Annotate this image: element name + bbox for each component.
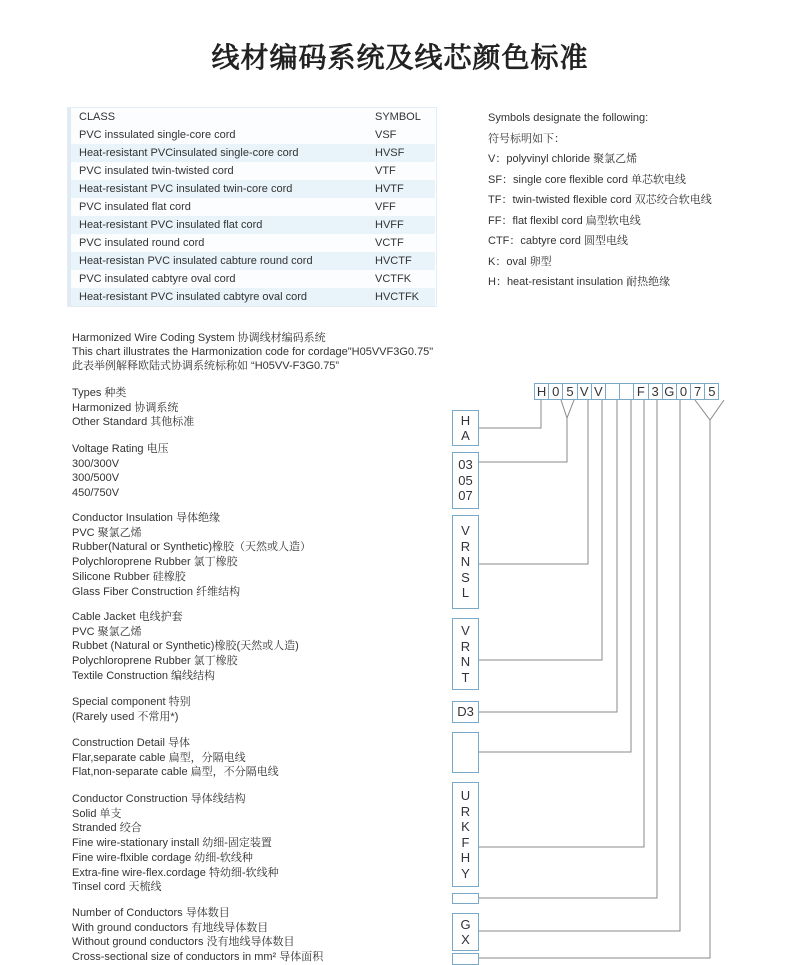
legend-line: SF：single core flexible cord 单芯软电线 (488, 173, 687, 186)
row-symbol: HVCTF (367, 252, 435, 270)
group-line: PVC 聚氯乙烯 (72, 526, 142, 539)
row-class: PVC insulated cabtyre oval cord (70, 270, 368, 288)
code-char: V (578, 384, 592, 399)
legend-line: CTF：cabtyre cord 圆型电线 (488, 235, 628, 247)
group-heading: Conductor Insulation 导体绝缘 (72, 512, 220, 524)
connector-line (478, 400, 680, 931)
code-char: 5 (563, 384, 577, 399)
connector-line (478, 400, 644, 847)
group-line: Cross-sectional size of conductors in mm² 导体面积 (72, 951, 324, 964)
legend-line: 符号标明如下： (488, 132, 565, 145)
group-line: PVC 聚氯乙烯 (72, 625, 142, 638)
connector-line (478, 400, 631, 752)
code-char: F (634, 384, 648, 399)
code-char: 0 (677, 384, 691, 399)
group-line: Without ground conductors 没有地线导体数目 (72, 936, 295, 949)
code-box-char: K (461, 819, 470, 834)
group-line: 300/300V (72, 457, 120, 470)
code-box-char: R (460, 538, 471, 554)
code-box-char: X (461, 932, 470, 947)
row-class: Heat-resistant PVC insulated twin-core cord (70, 180, 368, 198)
group-line: Glass Fiber Construction 纤维结构 (72, 585, 241, 598)
row-class: PVC inssulated single-core cord (70, 126, 368, 144)
group-heading: Number of Conductors 导体数目 (72, 907, 230, 919)
group-line: 450/750V (72, 487, 120, 500)
code-char (620, 384, 634, 399)
row-symbol: HVSF (367, 144, 435, 162)
code-char: H (535, 384, 549, 399)
row-symbol: VCTF (367, 234, 435, 252)
group-heading: Construction Detail 导体 (72, 737, 190, 749)
code-box-voltage (452, 452, 479, 509)
code-box-char: N (460, 554, 471, 570)
code-box-types (452, 410, 479, 446)
row-symbol: HVCTFK (367, 288, 435, 306)
code-box-char: S (461, 569, 470, 585)
group-line: Flat,non-separate cable 扁型，不分隔电线 (72, 766, 279, 779)
connector-line (478, 400, 588, 564)
code-box-insulation (452, 515, 479, 609)
legend-line: Symbols designate the following: (488, 112, 649, 124)
group-heading: Voltage Rating 电压 (72, 443, 169, 455)
connector-line (478, 400, 617, 712)
row-class: Heat-resistant PVCinsulated single-core cord (70, 144, 368, 162)
group-heading: Conductor Construction 导体线结构 (72, 793, 246, 805)
intro-line: Harmonized Wire Coding System 协调线材编码系统 (72, 332, 326, 344)
group-line: Flar,separate cable 扁型，分隔电线 (72, 751, 246, 764)
group-line: Solid 单支 (72, 807, 122, 820)
group-line: Stranded 绞合 (72, 822, 142, 835)
connector-line (478, 418, 567, 462)
group-line: Textile Construction 编线结构 (72, 669, 216, 682)
code-box-char: V (461, 523, 470, 539)
connector-line (695, 400, 724, 420)
group-line: Fine wire-stationary install 幼细-固定装置 (72, 837, 272, 850)
row-symbol: HVTF (367, 180, 435, 198)
code-char: 7 (691, 384, 705, 399)
connector-line (478, 400, 541, 428)
connector-line (478, 400, 657, 898)
header-class: CLASS (70, 108, 368, 126)
code-box-char: H (460, 850, 471, 865)
group-line: Rubbet (Natural or Synthetic)橡胶(天然或人造) (72, 640, 299, 653)
group-line: Other Standard 其他标准 (72, 416, 195, 429)
group-line: Fine wire-flxible cordage 幼细-软线种 (72, 851, 253, 864)
group-line: Tinsel cord 天梳线 (72, 881, 162, 894)
legend-line: H：heat-resistant insulation 耐热绝缘 (488, 276, 671, 288)
group-line: Polychloroprene Rubber 氯丁橡胶 (72, 655, 238, 668)
row-class: Heat-resistan PVC insulated cabture round cord (70, 252, 368, 270)
code-box-char: R (460, 803, 471, 819)
code-box-char: Y (461, 865, 470, 881)
code-box-char: R (460, 638, 471, 654)
row-symbol: HVFF (367, 216, 435, 234)
connector-line (561, 400, 574, 418)
code-box-conductor-construction (452, 782, 479, 887)
code-box-number (452, 893, 479, 904)
group-line: Rubber(Natural or Synthetic)橡胶（天然或人造） (72, 541, 312, 554)
row-symbol: VSF (367, 126, 435, 144)
code-box-char: V (461, 623, 470, 638)
code-box-char: F (461, 834, 470, 850)
legend-line: K：oval 卵型 (488, 255, 552, 268)
intro-line: This chart illustrates the Harmonization code for cordage"H05VVF3G0.75" (72, 346, 434, 358)
group-line: With ground conductors 有地线导体数目 (72, 921, 269, 934)
row-class: PVC insulated flat cord (70, 198, 368, 216)
group-line: 300/500V (72, 472, 120, 485)
page-title: 线材编码系统及线芯颜色标准 (211, 41, 589, 74)
row-class: PVC insulated twin-twisted cord (70, 162, 368, 180)
code-box-char: T (461, 669, 470, 685)
code-box-char: N (460, 654, 471, 669)
code-char: V (592, 384, 606, 399)
legend-line: TF：twin-twisted flexible cord 双芯绞合软电线 (488, 194, 712, 206)
code-box-char: 05 (458, 472, 473, 488)
code-box-char: G (460, 916, 471, 932)
header-symbol: SYMBOL (367, 108, 435, 126)
row-class: Heat-resistant PVC insulated cabtyre oval cord (70, 288, 368, 306)
group-heading: Cable Jacket 电线护套 (72, 611, 183, 623)
code-char: 0 (549, 384, 563, 399)
group-line: Harmonized 协调系统 (72, 401, 179, 414)
row-symbol: VFF (367, 198, 435, 216)
code-example (534, 383, 719, 400)
legend-line: V：polyvinyl chloride 聚氯乙烯 (488, 153, 638, 165)
connector-line (478, 400, 602, 660)
group-line: Extra-fine wire-flex.cordage 特幼细-软线种 (72, 866, 279, 879)
code-box-cross-section (452, 953, 479, 965)
code-box-ground (452, 913, 479, 951)
code-box-char: 07 (458, 488, 473, 504)
group-heading: Special component 特别 (72, 696, 191, 708)
row-class: Heat-resistant PVC insulated flat cord (70, 216, 368, 234)
row-symbol: VCTFK (367, 270, 435, 288)
code-box-special (452, 701, 479, 723)
code-box-char: L (461, 585, 470, 601)
intro-line: 此表举例解释欧陆式协调系统标称如 “H05VV-F3G0.75” (72, 360, 340, 372)
code-char: 5 (708, 384, 716, 399)
connector-line (478, 420, 710, 958)
row-class: PVC insulated round cord (70, 234, 368, 252)
code-box-char: U (460, 788, 471, 803)
group-line: (Rarely used 不常用*) (72, 710, 179, 723)
code-box-char: A (461, 428, 470, 443)
code-char: 3 (649, 384, 663, 399)
code-box-construction-detail (452, 732, 479, 773)
code-box-char: H (460, 412, 471, 428)
row-symbol: VTF (367, 162, 435, 180)
group-line: Polychloroprene Rubber 氯丁橡胶 (72, 556, 238, 569)
group-heading: Types 种类 (72, 387, 127, 399)
code-char: G (663, 384, 677, 399)
code-box-jacket (452, 618, 479, 690)
group-line: Silicone Rubber 硅橡胶 (72, 570, 186, 583)
code-box-char: D3 (457, 704, 474, 720)
code-char (606, 384, 620, 399)
legend-line: FF：flat flexibl cord 扁型软电线 (488, 214, 641, 227)
code-box-char: 03 (458, 457, 473, 473)
